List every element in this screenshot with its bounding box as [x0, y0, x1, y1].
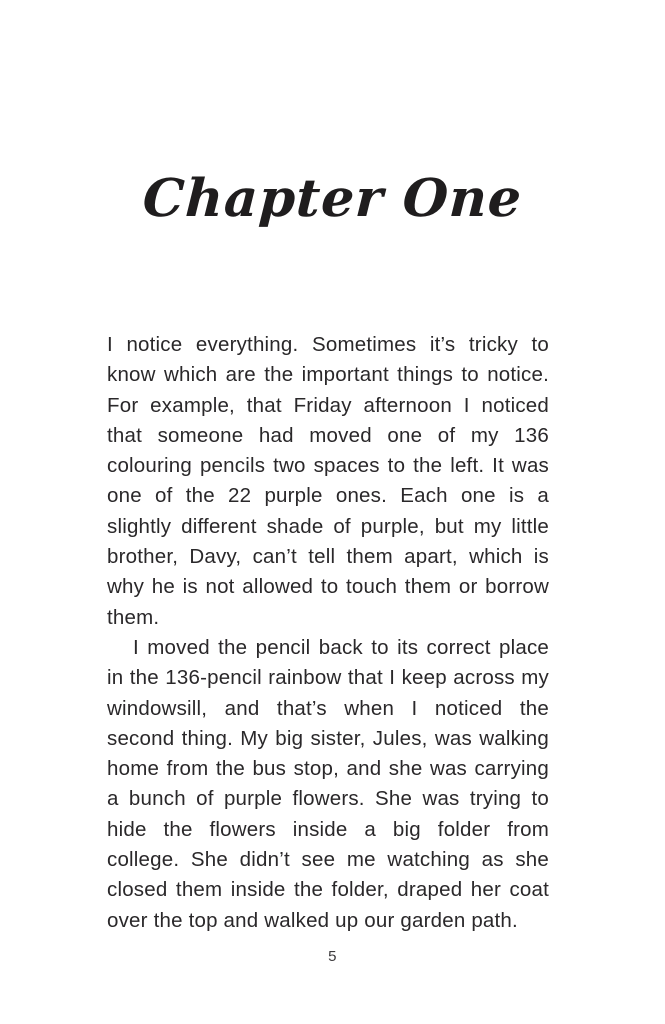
page-number: 5	[328, 948, 337, 965]
paragraph-1: I notice everything. Sometimes it’s tricky to know which are the important things to notice. For example, that Friday afternoon I noticed that someone had moved one of my 136 colouring pencils two spaces to the left. It was one of the 22 purple ones. Each one is a slightly different shade of purple, but my little brother, Davy, can’t tell them apart, which is why he is not allowed to touch them or borrow them.	[107, 333, 549, 629]
paragraph-2: I moved the pencil back to its correct place in the 136-pencil rainbow that I keep across my windowsill, and that’s when I noticed the second thing. My big sister, Jules, was walking home from the bus stop, and she was carrying a bunch of purple flowers. She was trying to hide the flowers inside a big folder from college. She didn’t see me watching as she closed them inside the folder, draped her coat over the top and walked up our garden path.	[107, 635, 549, 932]
chapter-title: Chapter One	[141, 168, 524, 229]
body-text	[107, 330, 549, 936]
